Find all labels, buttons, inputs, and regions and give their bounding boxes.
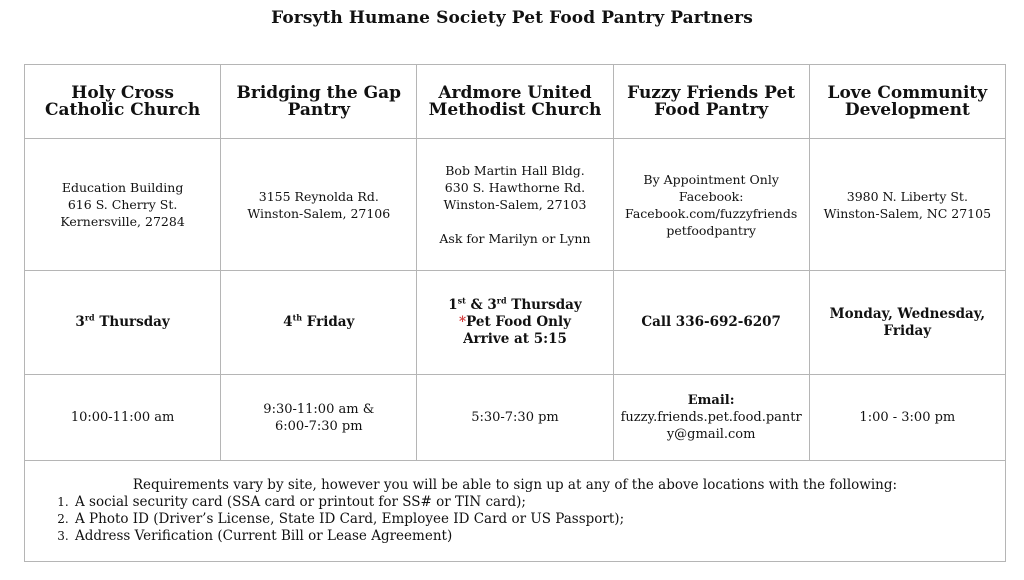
address-cell: [221, 139, 417, 271]
requirements-cell: [25, 461, 1006, 562]
address-line: By Appointment Only: [643, 171, 779, 187]
day-ordinal-suffix: rd: [496, 295, 507, 306]
pantry-name-line: Bridging the Gap: [236, 82, 402, 103]
address-line: Bob Martin Hall Bldg.: [445, 163, 585, 178]
requirements-intro: Requirements vary by site, however you will be able to sign up at any of the above locations with the following:: [132, 477, 898, 493]
address-line: Education Building: [61, 180, 184, 195]
address-line: Winston-Salem, NC 27105: [823, 205, 992, 221]
requirements-row: [25, 461, 1006, 562]
day-name: Thursday: [506, 297, 582, 313]
address-cell: [417, 139, 613, 271]
pantry-name-line: Holy Cross: [71, 82, 174, 103]
day-line: [420, 297, 609, 314]
pantry-name-cell: [221, 65, 417, 139]
time-line: 1:00 - 3:00 pm: [859, 410, 956, 425]
schedule-time-cell: [25, 375, 221, 461]
schedule-time-cell: [221, 375, 417, 461]
email-label: Email:: [687, 393, 735, 408]
day-ordinal: 4: [283, 314, 293, 330]
email-address-line: y@gmail.com: [666, 427, 756, 442]
day-line: Monday, Wednesday,: [829, 305, 986, 322]
day-name: Friday: [302, 314, 355, 330]
address-line: Facebook:: [678, 188, 744, 204]
address-line: Winston-Salem, 27103: [443, 197, 587, 212]
pantry-name-line: Love Community: [827, 82, 988, 103]
schedule-day-cell: [809, 271, 1005, 375]
arrive-time-note: Arrive at 5:15: [463, 331, 567, 347]
page-title: Forsyth Humane Society Pet Food Pantry Partners: [271, 8, 753, 28]
address-line: 616 S. Cherry St.: [67, 197, 178, 212]
requirement-number: 3.: [57, 529, 69, 543]
pantry-name-line: Food Pantry: [654, 99, 769, 120]
day-ampersand: &: [465, 297, 488, 313]
address-line: Winston-Salem, 27106: [247, 205, 391, 221]
day-ordinal: 3: [487, 297, 497, 313]
address-line: 3980 N. Liberty St.: [846, 188, 968, 204]
requirement-text: A Photo ID (Driver’s License, State ID Card, Employee ID Card or US Passport);: [75, 511, 625, 527]
pantry-name-line: Catholic Church: [44, 99, 201, 120]
schedule-time-cell: [809, 375, 1005, 461]
requirement-number: 2.: [57, 512, 69, 526]
address-line: 3155 Reynolda Rd.: [258, 188, 379, 204]
requirements-list: [28, 494, 1002, 545]
address-cell: [25, 139, 221, 271]
time-line: 10:00-11:00 am: [70, 410, 175, 425]
note-text: Pet Food Only: [466, 314, 571, 330]
day-ordinal: 3: [75, 314, 85, 330]
pantry-name-line: Fuzzy Friends Pet: [627, 82, 796, 103]
requirement-text: Address Verification (Current Bill or Lease Agreement): [75, 528, 453, 544]
requirement-item: [28, 511, 1002, 528]
pet-food-only-note: [420, 314, 609, 331]
time-line: 9:30-11:00 am &: [263, 401, 375, 417]
pantry-name-cell: [417, 65, 613, 139]
time-line: 6:00-7:30 pm: [275, 418, 363, 434]
table-header-row: [25, 65, 1006, 139]
email-address-line: fuzzy.friends.pet.food.pantr: [620, 410, 802, 425]
address-line: Facebook.com/fuzzyfriends: [625, 205, 798, 221]
schedule-day-cell: [221, 271, 417, 375]
schedule-time-cell: [417, 375, 613, 461]
day-ordinal-suffix: th: [292, 312, 303, 323]
pantry-partners-table: [24, 64, 1006, 562]
day-ordinal-suffix: st: [457, 295, 466, 306]
pantry-name-line: Methodist Church: [428, 99, 602, 120]
address-line: 630 S. Hawthorne Rd.: [444, 180, 586, 195]
schedule-time-row: [25, 375, 1006, 461]
address-row: [25, 139, 1006, 271]
schedule-day-cell: [417, 271, 613, 375]
time-line: 5:30-7:30 pm: [471, 410, 559, 425]
address-line: petfoodpantry: [666, 222, 756, 238]
schedule-day-row: [25, 271, 1006, 375]
day-line: Friday: [883, 322, 932, 339]
pantry-name-cell: [613, 65, 809, 139]
requirement-text: A social security card (SSA card or printout for SS# or TIN card);: [75, 494, 526, 510]
asterisk: *: [459, 314, 467, 330]
requirement-number: 1.: [57, 495, 69, 509]
pantry-name-cell: [25, 65, 221, 139]
day-ordinal-suffix: rd: [84, 312, 95, 323]
requirement-item: [28, 528, 1002, 545]
address-note: Ask for Marilyn or Lynn: [439, 231, 591, 246]
spacer: [420, 213, 609, 230]
schedule-day-cell: [25, 271, 221, 375]
schedule-day-cell: [613, 271, 809, 375]
day-ordinal: 1: [448, 297, 458, 313]
pantry-name-cell: [809, 65, 1005, 139]
address-cell: [613, 139, 809, 271]
requirement-item: [28, 494, 1002, 511]
pantry-name-line: Ardmore United: [438, 82, 592, 103]
day-name: Thursday: [94, 314, 170, 330]
pantry-name-line: Pantry: [287, 99, 350, 120]
schedule-time-cell: [613, 375, 809, 461]
phone-contact: Call 336-692-6207: [641, 314, 781, 330]
address-cell: [809, 139, 1005, 271]
pantry-name-line: Development: [844, 99, 970, 120]
address-line: Kernersville, 27284: [60, 214, 185, 229]
